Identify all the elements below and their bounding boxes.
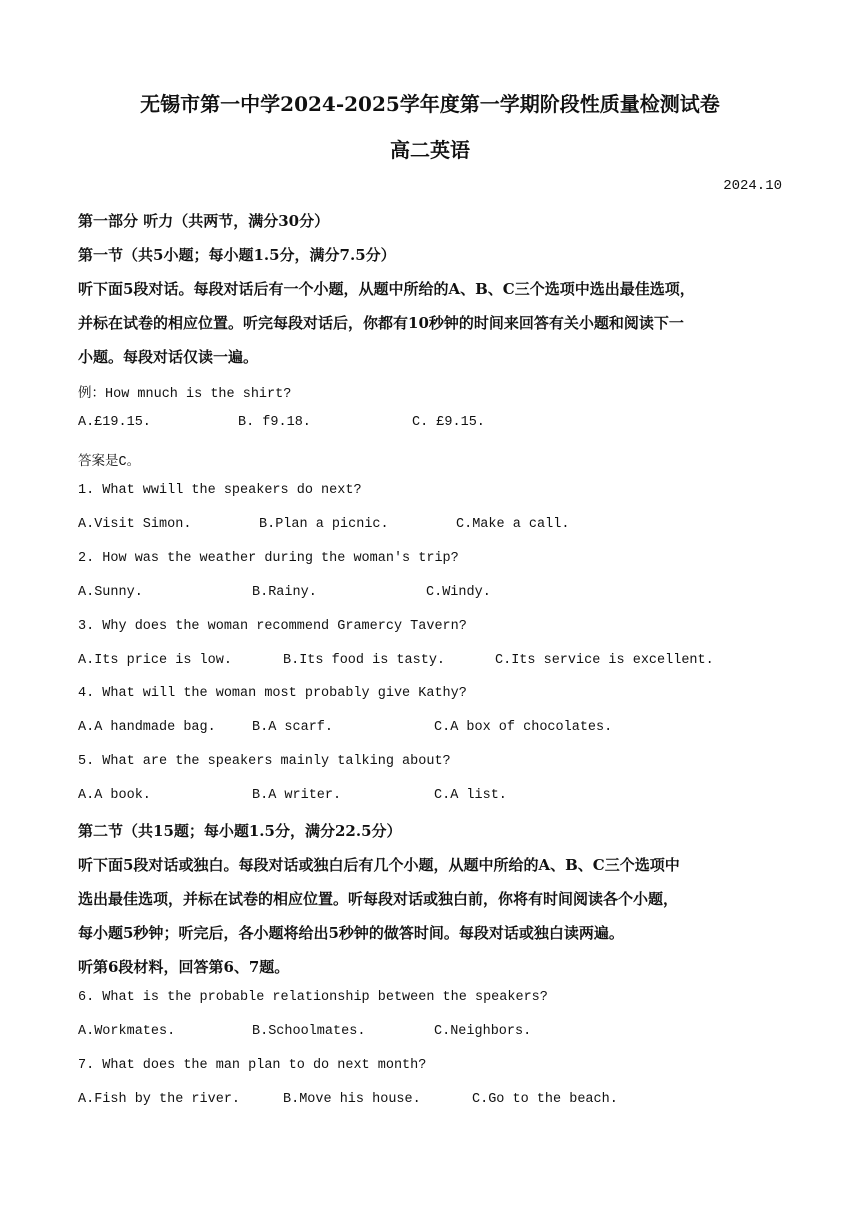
question-text: 6. What is the probable relationship between the speakers? <box>78 990 548 1005</box>
question-text: 7. What does the man plan to do next month? <box>78 1058 427 1073</box>
example-question: 例：How mnuch is the shirt? <box>78 387 292 402</box>
part1-heading: 第一部分 听力（共两节，满分30分） <box>78 212 330 230</box>
option-b: B.A scarf. <box>252 720 334 735</box>
exam-title: 无锡市第一中学2024-2025学年度第一学期阶段性质量检测试卷 <box>140 92 720 116</box>
option-c: C.A box of chocolates. <box>434 720 613 735</box>
question-text: 5. What are the speakers mainly talking about? <box>78 754 451 769</box>
option-c: C.Neighbors. <box>434 1024 532 1039</box>
section1-instruction-line: 小题。每段对话仅读一遍。 <box>78 348 259 366</box>
option-c: C.Its service is excellent. <box>495 653 714 668</box>
option-b: B.Schoolmates. <box>252 1024 366 1039</box>
option-b: B.Rainy. <box>252 585 317 600</box>
option-a: A.A book. <box>78 788 151 803</box>
question-text: 1. What wwill the speakers do next? <box>78 483 362 498</box>
section2-instruction-line: 每小题5秒钟；听完后，各小题将给出5秒钟的做答时间。每段对话或独白读两遍。 <box>78 924 624 942</box>
question-text: 2. How was the weather during the woman's trip? <box>78 551 459 566</box>
section2-heading: 第二节（共15题；每小题1.5分，满分22.5分） <box>78 822 402 840</box>
option-c: C.A list. <box>434 788 507 803</box>
question-options <box>78 720 612 735</box>
option-b: B.Plan a picnic. <box>259 517 389 532</box>
question-options <box>78 585 491 600</box>
question-options <box>78 517 569 532</box>
option-b: B. f9.18. <box>238 415 311 430</box>
section1-instruction-line: 并标在试卷的相应位置。听完每段对话后，你都有10秒钟的时间来回答有关小题和阅读下一 <box>78 314 684 332</box>
section1-instruction-line: 听下面5段对话。每段对话后有一个小题，从题中所给的A、B、C三个选项中选出最佳选项， <box>78 280 695 298</box>
exam-subtitle: 高二英语 <box>390 138 470 162</box>
section1-heading: 第一节（共5小题；每小题1.5分，满分7.5分） <box>78 246 396 264</box>
option-a: A.£19.15. <box>78 415 151 430</box>
option-a: A.Visit Simon. <box>78 517 192 532</box>
option-b: B.Its food is tasty. <box>283 653 446 668</box>
material-heading: 听第6段材料，回答第6、7题。 <box>78 958 290 976</box>
option-c: C.Windy. <box>426 585 491 600</box>
section2-instruction-line: 选出最佳选项，并标在试卷的相应位置。听每段对话或独白前，你将有时间阅读各个小题， <box>78 890 679 908</box>
question-text: 4. What will the woman most probably give Kathy? <box>78 686 467 701</box>
section2-instruction-line: 听下面5段对话或独白。每段对话或独白后有几个小题，从题中所给的A、B、C三个选项中 <box>78 856 680 874</box>
question-options <box>78 653 714 668</box>
option-a: A.Fish by the river. <box>78 1092 241 1107</box>
option-b: B.A writer. <box>252 788 342 803</box>
option-c: C.Go to the beach. <box>472 1092 618 1107</box>
question-options <box>78 788 507 803</box>
question-options <box>78 1024 531 1039</box>
option-a: A.Workmates. <box>78 1024 176 1039</box>
option-b: B.Move his house. <box>283 1092 421 1107</box>
option-c: C. £9.15. <box>412 415 485 430</box>
option-a: A.Sunny. <box>78 585 143 600</box>
question-text: 3. Why does the woman recommend Gramercy Tavern? <box>78 619 467 634</box>
example-answer: 答案是C。 <box>78 455 141 470</box>
exam-date: 2024.10 <box>723 178 782 194</box>
option-a: A.A handmade bag. <box>78 720 216 735</box>
option-c: C.Make a call. <box>456 517 570 532</box>
question-options <box>78 1092 618 1107</box>
option-a: A.Its price is low. <box>78 653 232 668</box>
example-options <box>78 415 485 430</box>
